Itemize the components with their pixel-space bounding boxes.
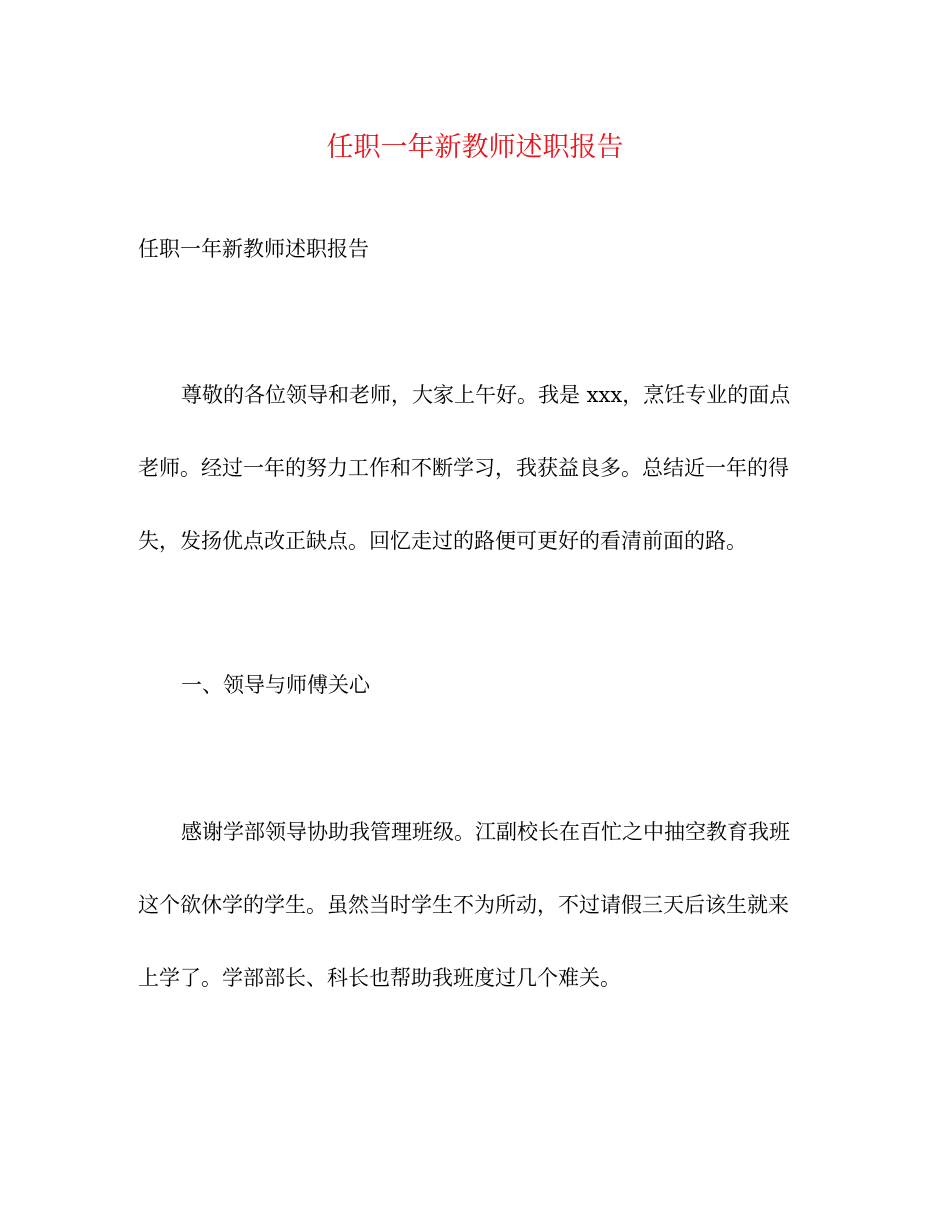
- paragraph-line: 失，发扬优点改正缺点。回忆走过的路便可更好的看清前面的路。: [138, 529, 747, 553]
- paragraph-introduction: [138, 380, 818, 599]
- section-heading: 一、领导与师傅关心: [181, 673, 370, 697]
- paragraph-line: 感谢学部领导协助我管理班级。江副校长在百忙之中抽空教育我班: [181, 820, 790, 844]
- paragraph-line: 这个欲休学的学生。虽然当时学生不为所动，不过请假三天后该生就来: [138, 893, 789, 917]
- paragraph-leadership-care: [138, 817, 818, 1036]
- paragraph-line: 上学了。学部部长、科长也帮助我班度过几个难关。: [138, 966, 621, 990]
- document-title: 任职一年新教师述职报告: [326, 132, 624, 163]
- paragraph-line: 尊敬的各位领导和老师，大家上午好。我是 xxx，烹饪专业的面点: [181, 383, 791, 407]
- paragraph-line: 老师。经过一年的努力工作和不断学习，我获益良多。总结近一年的得: [138, 456, 789, 480]
- document-subtitle: 任职一年新教师述职报告: [138, 237, 369, 261]
